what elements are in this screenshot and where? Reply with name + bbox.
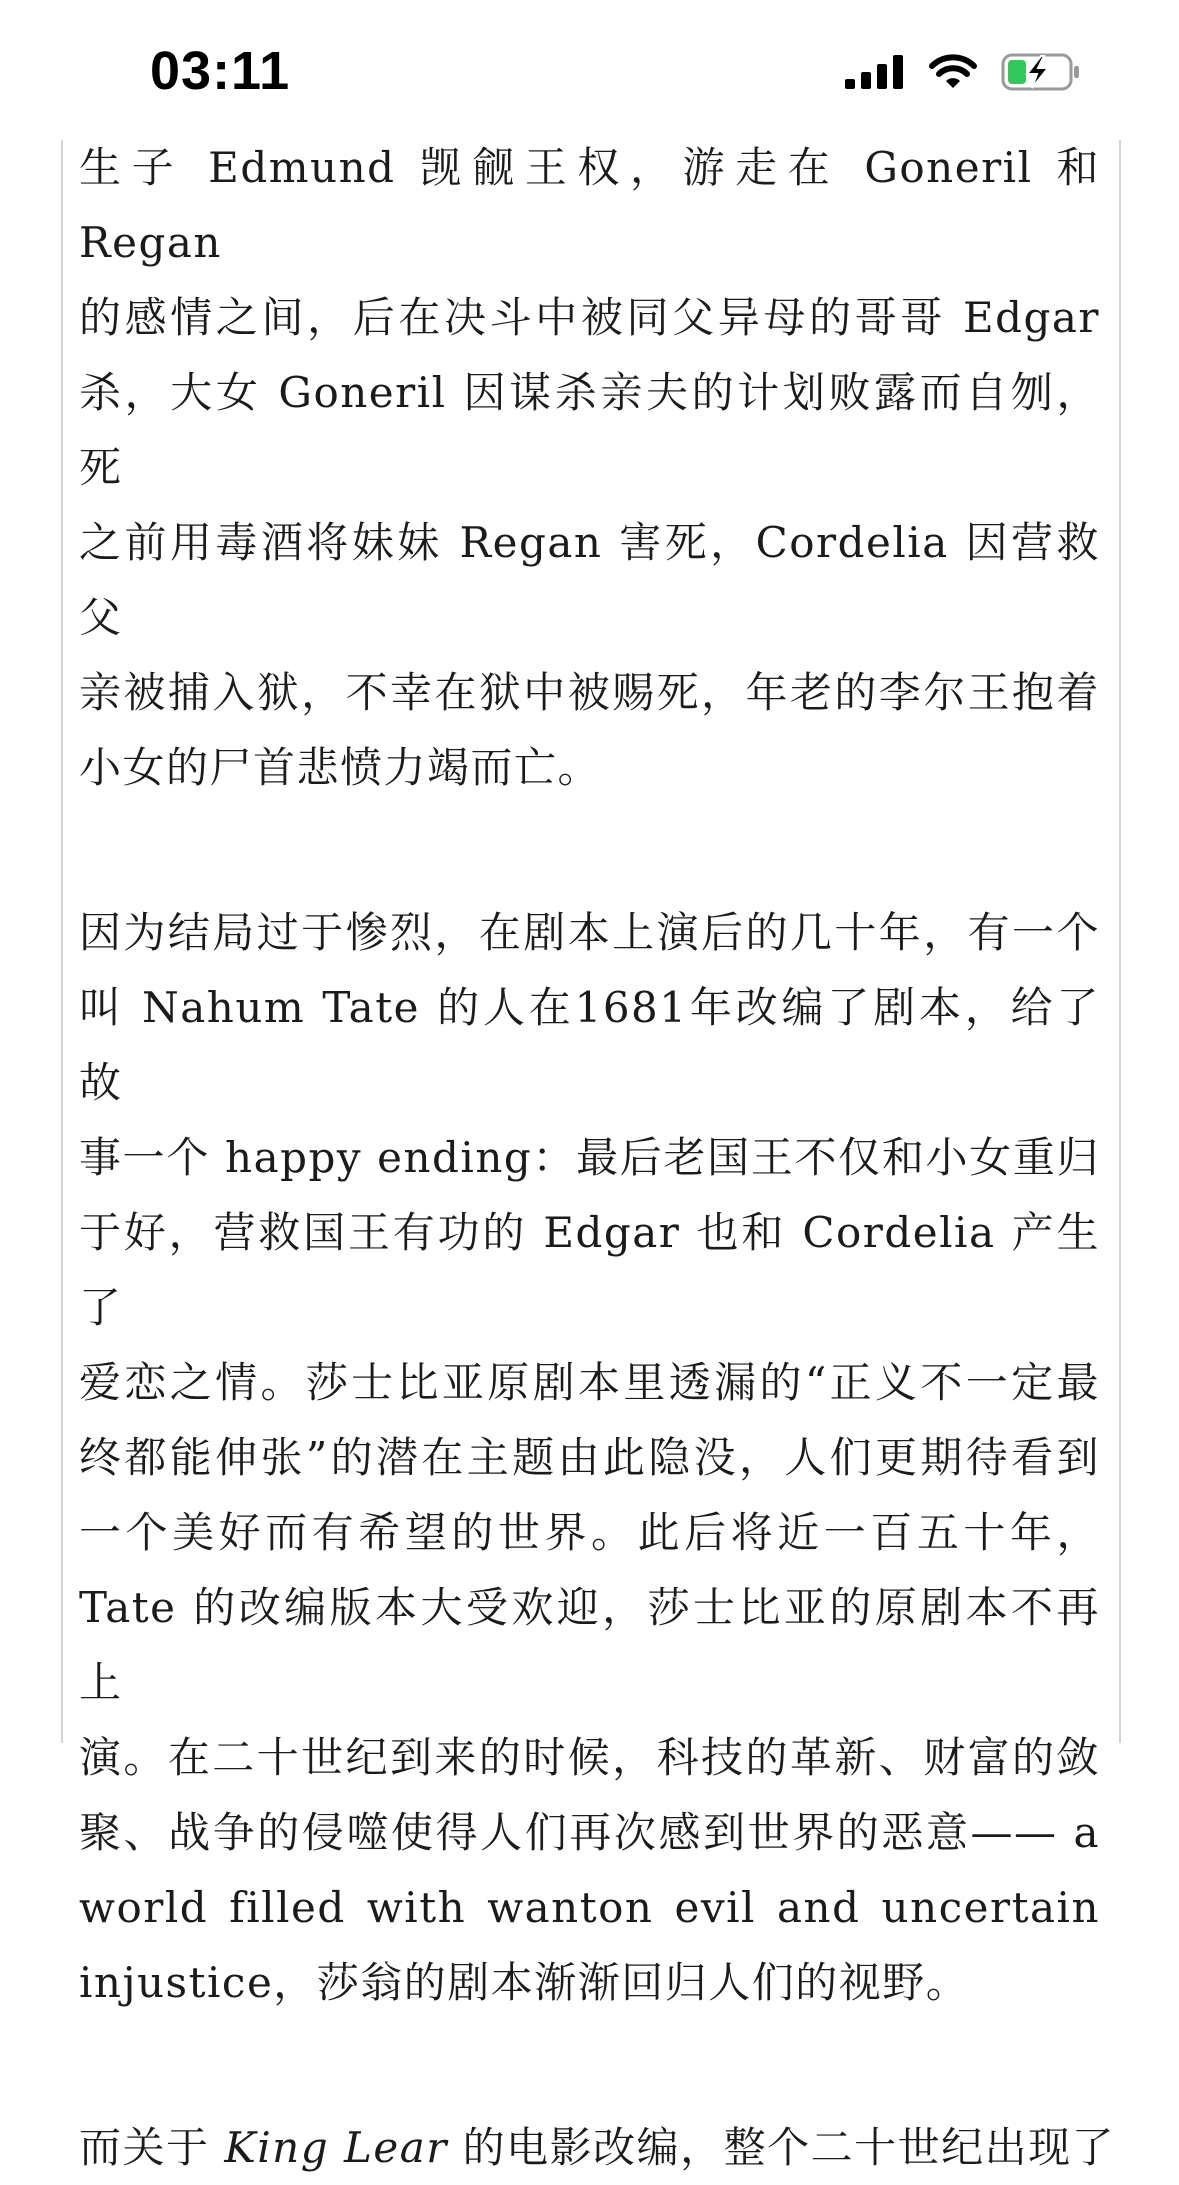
text-line: Tate 的改编版本大受欢迎，莎士比亚的原剧本不再上 <box>79 1583 1100 1707</box>
text-line: 终都能伸张”的潜在主题由此隐没，人们更期待看到 <box>79 1433 1100 1482</box>
text-line: 之前用毒酒将妹妹 Regan 害死，Cordelia 因营救父 <box>79 518 1100 642</box>
status-icons <box>845 52 1081 92</box>
text-line: 事一个 happy ending：最后老国王不仅和小女重归 <box>79 1133 1100 1182</box>
text-line: 一个美好而有希望的世界。此后将近一百五十年， <box>79 1508 1100 1557</box>
article-body <box>79 130 1116 2185</box>
text-line: 爱恋之情。莎士比亚原剧本里透漏的“正义不一定最 <box>79 1358 1100 1407</box>
text-line: 小女的尸首悲愤力竭而亡。 <box>79 743 602 792</box>
wifi-icon <box>929 54 977 90</box>
text-line: injustice，莎翁的剧本渐渐回归人们的视野。 <box>79 1958 970 2007</box>
text-line: 因为结局过于惨烈，在剧本上演后的几十年，有一个 <box>79 908 1100 957</box>
paragraph-3 <box>79 2110 1116 2185</box>
paragraph-2 <box>79 895 1100 2020</box>
text-line: 演。在二十世纪到来的时候，科技的革新、财富的敛 <box>79 1733 1100 1782</box>
text-fragment: 而关于 <box>79 2123 225 2172</box>
battery-charging-icon <box>1001 52 1081 92</box>
text-line: 于好，营救国王有功的 Edgar 也和 Cordelia 产生了 <box>79 1208 1100 1332</box>
text-line: 聚、战争的侵噬使得人们再次感到世界的恶意—— a <box>79 1808 1100 1857</box>
paragraph-1 <box>79 130 1100 805</box>
cellular-signal-icon <box>845 55 905 89</box>
film-title: King Lear <box>224 2123 448 2172</box>
text-line: 的感情之间，后在决斗中被同父异母的哥哥 Edgar <box>79 293 1100 342</box>
text-line: 叫 Nahum Tate 的人在1681年改编了剧本，给了故 <box>79 983 1100 1107</box>
status-bar <box>0 0 1179 140</box>
text-fragment: 的电影改编，整个二十世纪出现了 <box>447 2123 1116 2172</box>
text-line: 生子 Edmund 觊觎王权，游走在 Goneril 和 Regan <box>79 143 1100 267</box>
text-line: world filled with wanton evil and uncertain <box>79 1883 1100 1932</box>
article-frame <box>61 140 1121 2172</box>
text-line: 亲被捕入狱，不幸在狱中被赐死，年老的李尔王抱着 <box>79 668 1100 717</box>
status-time: 03:11 <box>150 41 291 101</box>
text-line: 杀，大女 Goneril 因谋杀亲夫的计划败露而自刎，死 <box>79 368 1100 492</box>
text-line <box>79 2110 1116 2185</box>
